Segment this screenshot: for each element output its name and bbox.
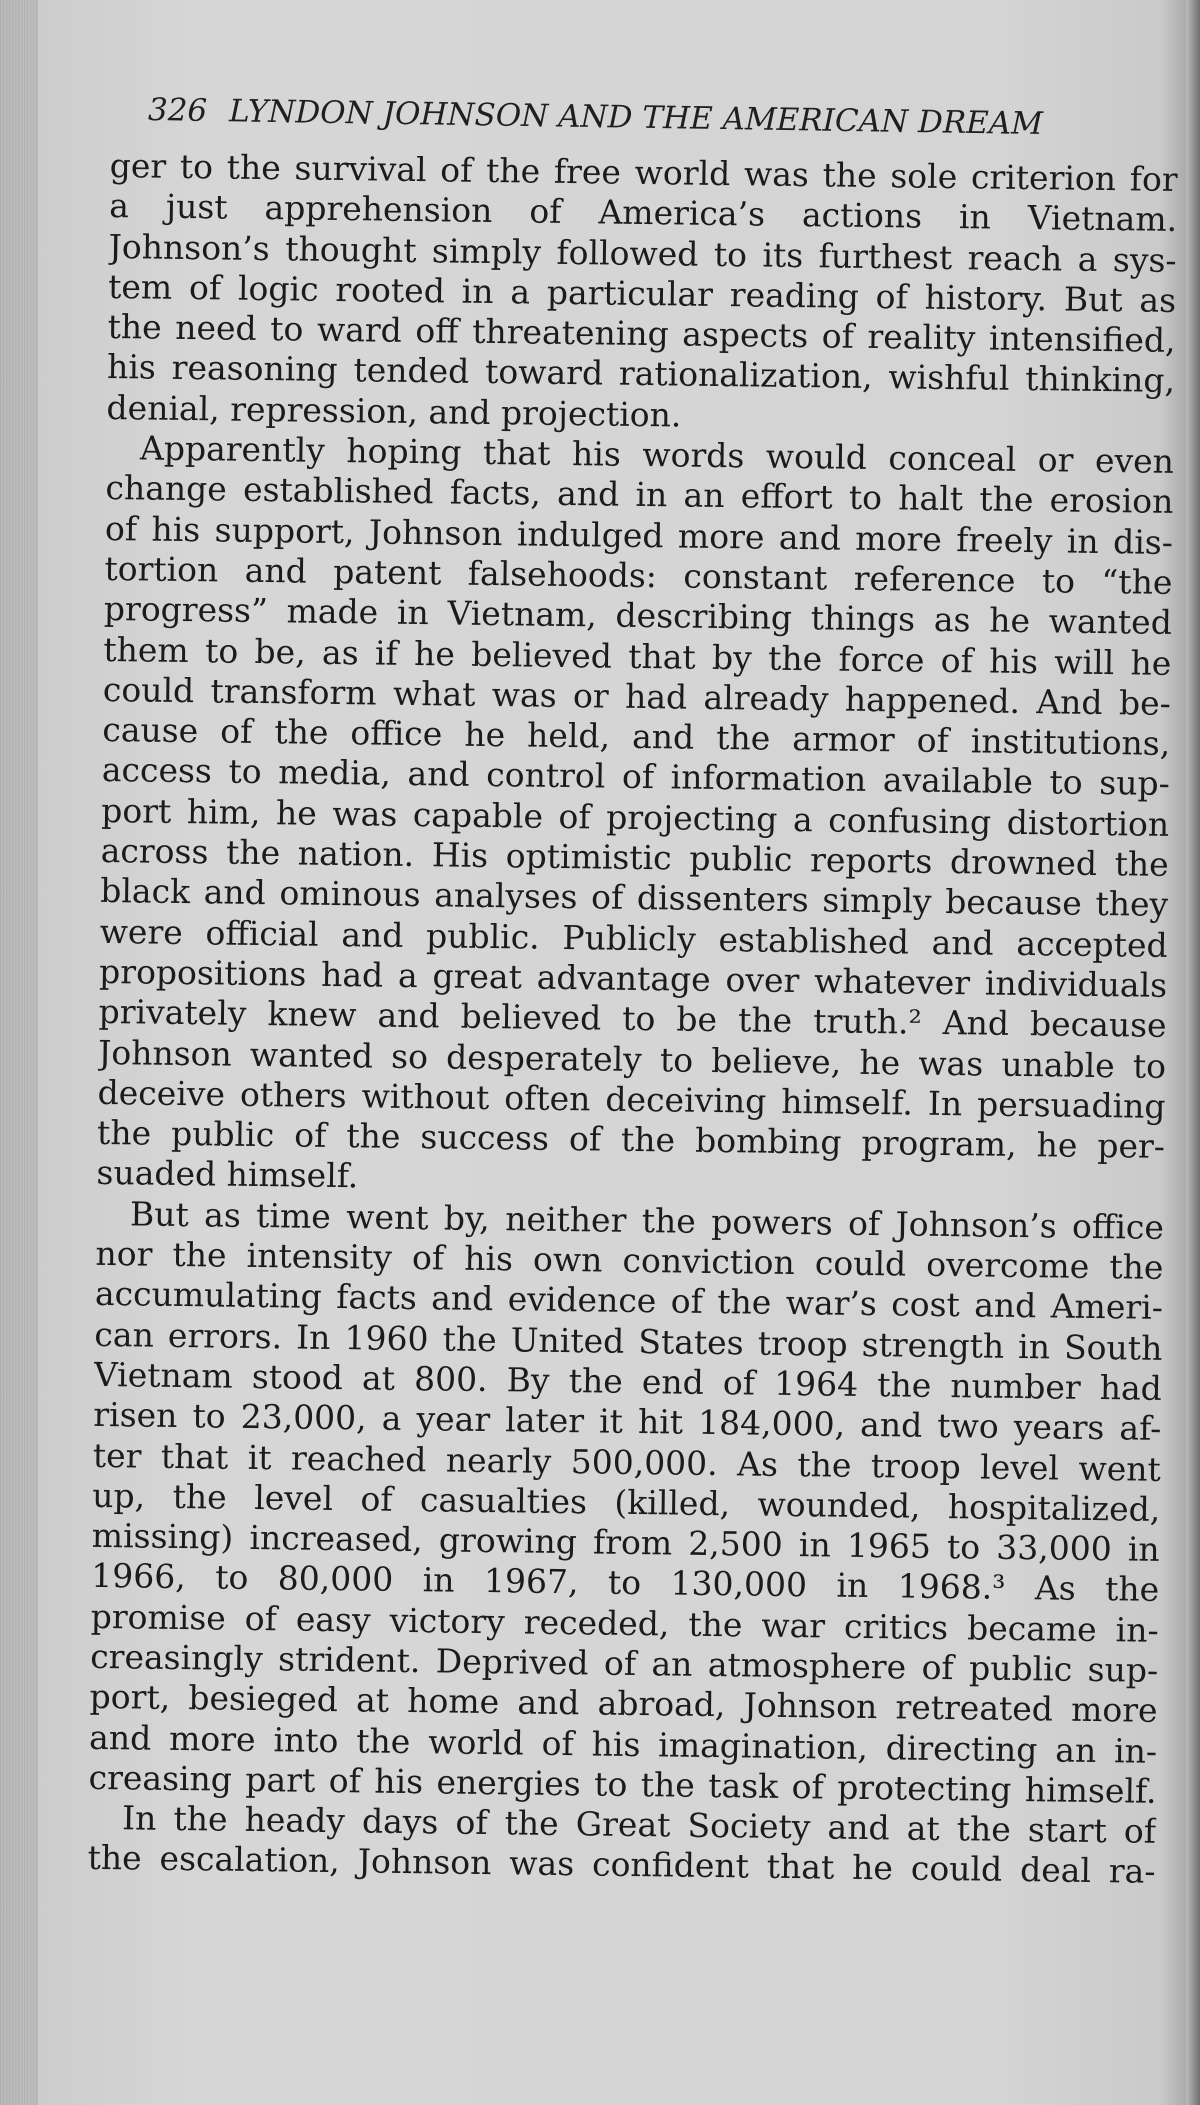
text-line: his reasoning tended toward rationalization, wishful thinking, (106, 347, 1176, 401)
text-line: Johnson’s thought simply followed to its furthest reach a sys- (108, 226, 1177, 280)
text-line: tem of logic rooted in a particular reading of history. But as (107, 266, 1177, 320)
text-line: were official and public. Publicly established and accepted (99, 911, 1168, 965)
text-line: propositions had a great advantage over whatever individuals (98, 951, 1168, 1005)
text-line: 1966, to 80,000 in 1967, to 130,000 in 1968.³ As the (91, 1556, 1160, 1610)
text-line: suaded himself. (96, 1153, 359, 1196)
text-line: Johnson wanted so desperately to believe, he was unable to (97, 1032, 1167, 1086)
page-right-edge (1186, 0, 1200, 2105)
text-line: and more into the world of his imagination, directing an in- (88, 1717, 1158, 1771)
text-line: In the heady days of the Great Society and at the start of (121, 1798, 1157, 1852)
text-line: risen to 23,000, a year later it hit 184,000, and two years af- (93, 1395, 1162, 1449)
running-title: LYNDON JOHNSON AND THE AMERICAN DREAM (228, 93, 1044, 143)
text-line: the public of the success of the bombing program, he per- (96, 1113, 1166, 1167)
text-line: Vietnam stood at 800. By the end of 1964 the number had (93, 1354, 1163, 1408)
text-line: port, besieged at home and abroad, Johnson retreated more (89, 1677, 1158, 1731)
text-line: progress” made in Vietnam, describing things as he wanted (103, 589, 1173, 643)
text-line: up, the level of casualties (killed, wounded, hospitalized, (92, 1475, 1161, 1529)
text-line: can errors. In 1960 the United States troop strength in South (94, 1314, 1163, 1368)
text-line: them to be, as if he believed that by the force of his will he (103, 629, 1172, 683)
text-line: creasing part of his energies to the task of protecting himself. (88, 1757, 1157, 1811)
text-line: nor the intensity of his own conviction could overcome the (95, 1233, 1164, 1287)
page-binding-edge (0, 0, 38, 2105)
text-line: cause of the office he held, and the armor of institutions, (102, 710, 1171, 764)
text-line: the need to ward off threatening aspects of reality intensified, (107, 307, 1176, 361)
text-line: across the nation. His optimistic public reports drowned the (100, 830, 1169, 884)
text-line: denial, repression, and projection. (106, 387, 682, 435)
text-line: black and ominous analyses of dissenters simply because they (99, 871, 1169, 925)
text-line: port him, he was capable of projecting a confusing distortion (101, 790, 1170, 844)
text-line: deceive others without often deceiving himself. In persuading (97, 1072, 1166, 1126)
text-line: creasingly strident. Deprived of an atmosphere of public sup- (89, 1636, 1159, 1690)
text-line: a just apprehension of America’s actions in Vietnam. (108, 186, 1178, 240)
text-line: But as time went by, neither the powers of Johnson’s office (129, 1194, 1165, 1247)
page-number: 326 (147, 92, 208, 129)
text-line: missing) increased, growing from 2,500 in 1965 to 33,000 in (91, 1515, 1160, 1569)
text-line: Apparently hoping that his words would conceal or even (139, 428, 1175, 482)
text-line: ger to the survival of the free world was the sole criterion for (109, 146, 1178, 199)
text-line: privately knew and believed to be the truth.² And because (98, 992, 1167, 1046)
text-line: tortion and patent falsehoods: constant reference to “the (104, 548, 1173, 602)
text-line: the escalation, Johnson was confident that he could deal ra- (87, 1838, 1156, 1892)
running-header (148, 92, 1108, 143)
text-line: promise of easy victory receded, the war critics became in- (90, 1596, 1159, 1650)
text-line: could transform what was or had already happened. And be- (102, 669, 1172, 723)
text-line: accumulating facts and evidence of the war’s cost and Ameri- (94, 1274, 1164, 1328)
body-text (87, 146, 1178, 1893)
text-line: ter that it reached nearly 500,000. As the troop level went (92, 1435, 1162, 1489)
text-line: access to media, and control of information available to sup- (101, 750, 1170, 804)
text-line: change established facts, and in an effort to halt the erosion (105, 468, 1174, 522)
text-line: of his support, Johnson indulged more and more freely in dis- (104, 508, 1174, 562)
